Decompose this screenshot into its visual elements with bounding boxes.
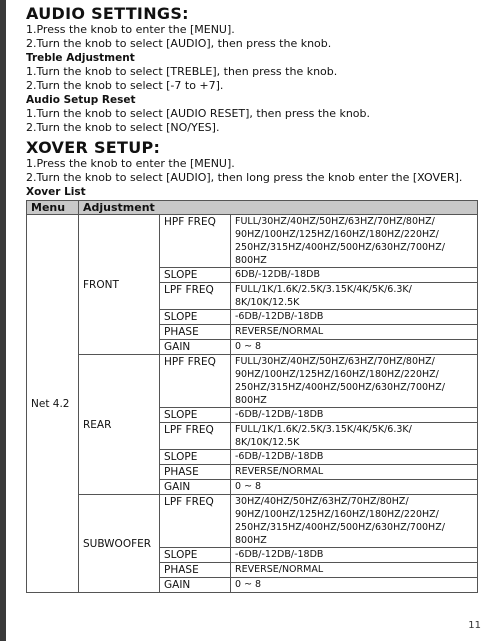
adjustment-header: Adjustment — [79, 201, 478, 215]
parameter-value: REVERSE/NORMAL — [231, 563, 478, 578]
page-number: 11 — [468, 620, 481, 631]
table-row — [27, 355, 478, 408]
parameter-value: REVERSE/NORMAL — [231, 465, 478, 480]
reset-step-1: 1.Turn the knob to select [AUDIO RESET], then press the knob. — [26, 107, 371, 120]
parameter-label: PHASE — [160, 465, 231, 480]
parameter-label: HPF FREQ — [160, 355, 231, 408]
parameter-label: LPF FREQ — [160, 495, 231, 548]
parameter-value: 6DB/-12DB/-18DB — [231, 268, 478, 283]
section-cell: SUBWOOFER — [79, 495, 160, 593]
parameter-value: REVERSE/NORMAL — [231, 325, 478, 340]
parameter-label: PHASE — [160, 563, 231, 578]
table-body — [27, 215, 478, 593]
table-row — [27, 215, 478, 268]
parameter-label: SLOPE — [160, 268, 231, 283]
audio-settings-heading: AUDIO SETTINGS: — [26, 4, 189, 23]
parameter-label: PHASE — [160, 325, 231, 340]
parameter-label: HPF FREQ — [160, 215, 231, 268]
xover-heading: XOVER SETUP: — [26, 138, 161, 157]
page-content — [26, 5, 484, 593]
parameter-label: LPF FREQ — [160, 423, 231, 450]
parameter-value: FULL/1K/1.6K/2.5K/3.15K/4K/5K/6.3K/ 8K/10K/12.5K — [231, 283, 478, 310]
parameter-value: -6DB/-12DB/-18DB — [231, 310, 478, 325]
left-border-bar — [0, 0, 6, 641]
parameter-label: LPF FREQ — [160, 283, 231, 310]
xover-table — [26, 200, 478, 593]
menu-header: Menu — [27, 201, 79, 215]
audio-settings-step-2: 2.Turn the knob to select [AUDIO], then press the knob. — [26, 37, 332, 50]
parameter-label: GAIN — [160, 340, 231, 355]
parameter-label: GAIN — [160, 578, 231, 593]
parameter-value: 0 ~ 8 — [231, 480, 478, 495]
parameter-value: FULL/30HZ/40HZ/50HZ/63HZ/70HZ/80HZ/ 90HZ/100HZ/125HZ/160HZ/180HZ/220HZ/ 250HZ/315HZ/400HZ/500HZ/630HZ/700HZ/ 800HZ — [231, 215, 478, 268]
parameter-value: -6DB/-12DB/-18DB — [231, 450, 478, 465]
parameter-value: -6DB/-12DB/-18DB — [231, 548, 478, 563]
section-cell: FRONT — [79, 215, 160, 355]
table-header-row — [27, 201, 478, 215]
menu-cell: Net 4.2 — [27, 215, 79, 593]
xover-step-2: 2.Turn the knob to select [AUDIO], then long press the knob enter the [XOVER]. — [26, 171, 463, 184]
parameter-label: SLOPE — [160, 450, 231, 465]
parameter-value: FULL/30HZ/40HZ/50HZ/63HZ/70HZ/80HZ/ 90HZ/100HZ/125HZ/160HZ/180HZ/220HZ/ 250HZ/315HZ/400HZ/500HZ/630HZ/700HZ/ 800HZ — [231, 355, 478, 408]
audio-settings-step-1: 1.Press the knob to enter the [MENU]. — [26, 23, 235, 36]
parameter-value: FULL/1K/1.6K/2.5K/3.15K/4K/5K/6.3K/ 8K/10K/12.5K — [231, 423, 478, 450]
parameter-value: 0 ~ 8 — [231, 578, 478, 593]
parameter-value: 0 ~ 8 — [231, 340, 478, 355]
reset-step-2: 2.Turn the knob to select [NO/YES]. — [26, 121, 220, 134]
parameter-label: SLOPE — [160, 548, 231, 563]
parameter-label: SLOPE — [160, 408, 231, 423]
parameter-value: -6DB/-12DB/-18DB — [231, 408, 478, 423]
section-cell: REAR — [79, 355, 160, 495]
parameter-label: SLOPE — [160, 310, 231, 325]
parameter-label: GAIN — [160, 480, 231, 495]
xover-list-heading: Xover List — [26, 186, 86, 198]
xover-step-1: 1.Press the knob to enter the [MENU]. — [26, 157, 235, 170]
treble-heading: Treble Adjustment — [26, 52, 135, 64]
treble-step-2: 2.Turn the knob to select [-7 to +7]. — [26, 79, 224, 92]
table-row — [27, 495, 478, 548]
reset-heading: Audio Setup Reset — [26, 94, 136, 106]
parameter-value: 30HZ/40HZ/50HZ/63HZ/70HZ/80HZ/ 90HZ/100HZ/125HZ/160HZ/180HZ/220HZ/ 250HZ/315HZ/400HZ/500HZ/630HZ/700HZ/ 800HZ — [231, 495, 478, 548]
treble-step-1: 1.Turn the knob to select [TREBLE], then press the knob. — [26, 65, 338, 78]
